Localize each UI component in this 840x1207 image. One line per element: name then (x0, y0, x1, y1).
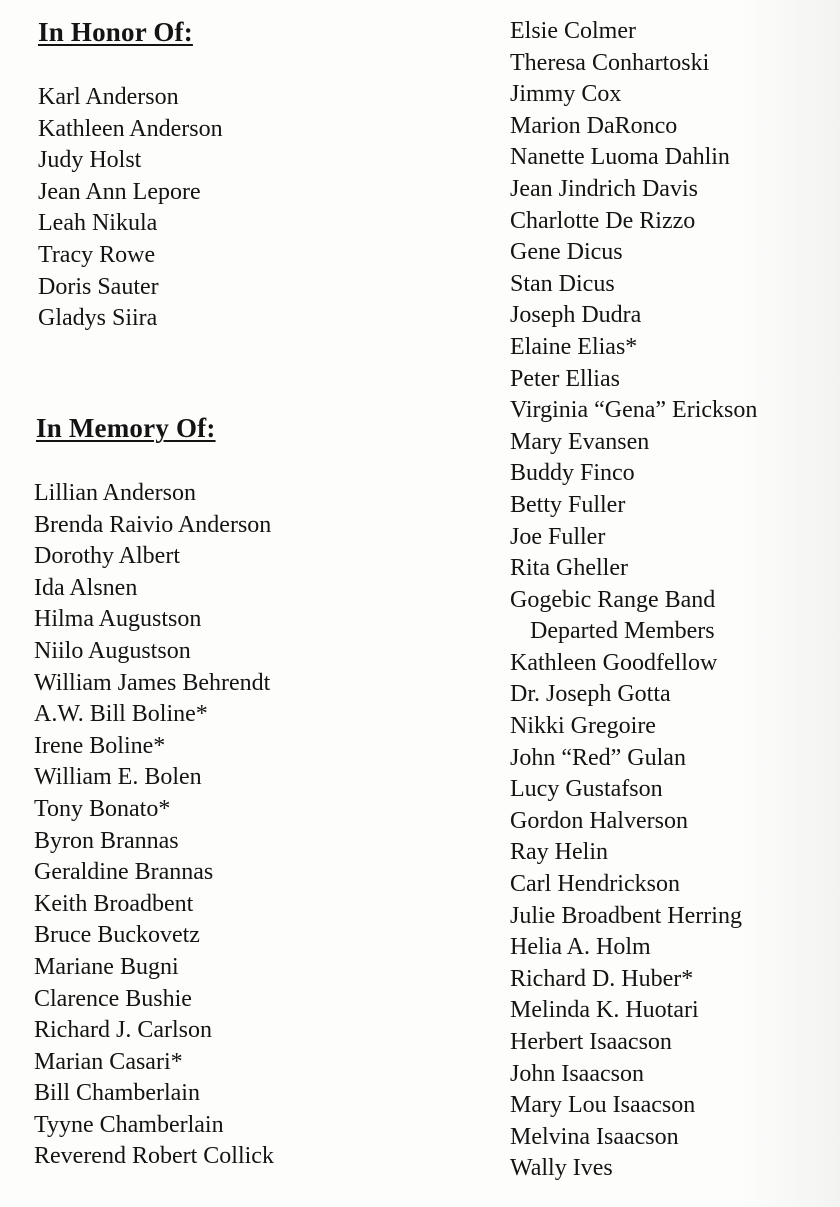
name-entry: Departed Members (530, 618, 715, 645)
name-entry: Dorothy Albert (34, 543, 180, 570)
name-entry: Nanette Luoma Dahlin (510, 144, 730, 171)
name-entry: Melinda K. Huotari (510, 997, 699, 1024)
name-entry: Ray Helin (510, 839, 608, 866)
name-entry: Tony Bonato* (34, 795, 171, 822)
name-entry: William E. Bolen (34, 764, 202, 791)
name-entry: Reverend Robert Collick (34, 1143, 274, 1170)
name-entry: Clarence Bushie (34, 985, 192, 1012)
name-entry: Tyyne Chamberlain (34, 1111, 224, 1138)
name-entry: Nikki Gregoire (510, 713, 656, 740)
name-entry: Elaine Elias* (510, 333, 638, 360)
name-entry: Virginia “Gena” Erickson (510, 397, 758, 424)
name-entry: John Isaacson (510, 1060, 644, 1087)
name-entry: Lillian Anderson (34, 480, 196, 506)
memory-names-list-left (34, 478, 274, 1173)
name-entry: Rita Gheller (510, 555, 628, 582)
name-entry: Joe Fuller (510, 523, 606, 550)
in-memory-heading: In Memory Of: (36, 413, 216, 443)
name-entry: Theresa Conhartoski (510, 49, 710, 76)
name-entry: A.W. Bill Boline* (34, 701, 208, 728)
memory-names-list-right (510, 16, 757, 1185)
name-entry: Marian Casari* (34, 1048, 183, 1075)
name-entry: Gladys Siira (38, 305, 158, 332)
name-entry: Jean Ann Lepore (38, 178, 201, 205)
name-entry: Richard J. Carlson (34, 1017, 212, 1044)
name-entry: William James Behrendt (34, 669, 271, 696)
name-entry: Leah Nikula (38, 210, 158, 237)
name-entry: Mary Evansen (510, 428, 650, 455)
name-entry: Peter Ellias (510, 365, 620, 392)
name-entry: Brenda Raivio Anderson (34, 511, 272, 538)
name-entry: Wally Ives (510, 1155, 613, 1182)
name-entry: Karl Anderson (38, 84, 179, 110)
honor-names-list (38, 82, 223, 335)
name-entry: Tracy Rowe (38, 241, 156, 268)
name-entry: Marion DaRonco (510, 112, 678, 139)
name-entry: Gene Dicus (510, 239, 623, 266)
name-entry: Elsie Colmer (510, 18, 636, 44)
name-entry: Hilma Augustson (34, 606, 202, 633)
name-entry: Melvina Isaacson (510, 1123, 679, 1150)
name-entry: Buddy Finco (510, 460, 635, 487)
in-honor-heading: In Honor Of: (38, 17, 193, 47)
name-entry: Bill Chamberlain (34, 1080, 200, 1107)
name-entry: Kathleen Goodfellow (510, 649, 718, 676)
name-entry: Irene Boline* (34, 732, 166, 759)
name-entry: Jean Jindrich Davis (510, 175, 698, 202)
name-entry: Doris Sauter (38, 273, 159, 300)
name-entry: Geraldine Brannas (34, 859, 214, 886)
name-entry: Stan Dicus (510, 270, 615, 297)
name-entry: Herbert Isaacson (510, 1029, 672, 1055)
name-entry: Richard D. Huber* (510, 965, 694, 992)
name-entry: Niilo Augustson (34, 637, 191, 664)
name-entry: Lucy Gustafson (510, 776, 663, 803)
name-entry: Jimmy Cox (510, 81, 622, 108)
name-entry: Dr. Joseph Gotta (510, 681, 671, 708)
name-entry: Byron Brannas (34, 827, 179, 854)
name-entry: Judy Holst (38, 147, 142, 174)
name-entry: Carl Hendrickson (510, 871, 680, 898)
name-entry: Joseph Dudra (510, 302, 642, 329)
name-entry: Keith Broadbent (34, 890, 194, 917)
name-entry: John “Red” Gulan (510, 744, 686, 771)
name-entry: Charlotte De Rizzo (510, 207, 696, 234)
name-entry: Mary Lou Isaacson (510, 1092, 696, 1119)
name-entry: Kathleen Anderson (38, 115, 223, 142)
name-entry: Helia A. Holm (510, 934, 651, 961)
name-entry: Gordon Halverson (510, 807, 688, 834)
name-entry: Julie Broadbent Herring (510, 902, 742, 929)
name-entry: Ida Alsnen (34, 574, 138, 601)
name-entry: Gogebic Range Band (510, 586, 716, 613)
name-entry: Mariane Bugni (34, 953, 179, 980)
name-entry: Bruce Buckovetz (34, 922, 200, 949)
name-entry: Betty Fuller (510, 491, 626, 518)
